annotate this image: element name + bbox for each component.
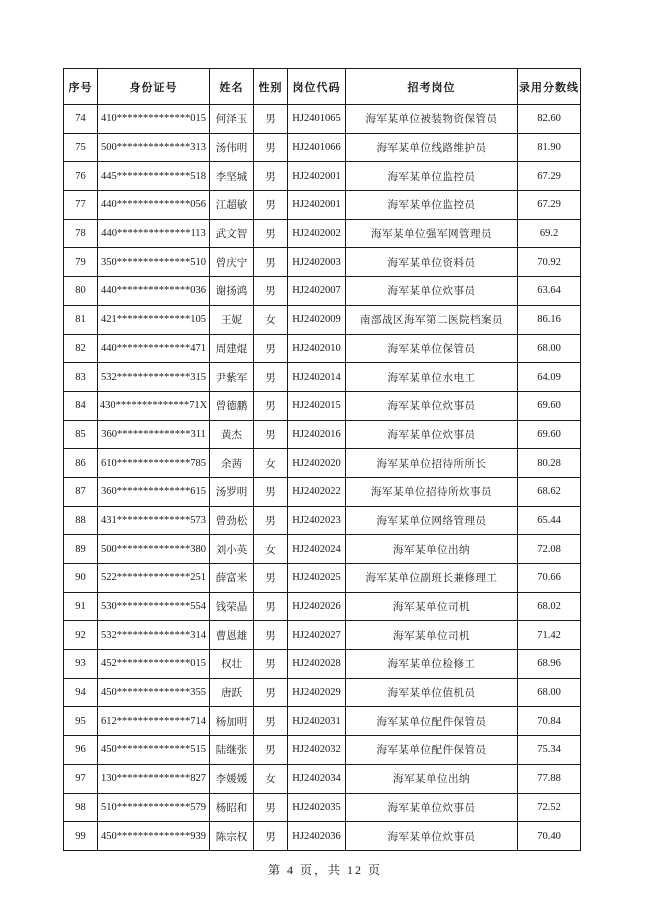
cell-gender: 男 (254, 162, 288, 191)
cell-name: 王妮 (210, 305, 254, 334)
cell-score-line: 80.28 (518, 449, 581, 478)
cell-job-code: HJ2402020 (288, 449, 346, 478)
score-table (63, 68, 581, 851)
col-header-job-title: 招考岗位 (346, 69, 518, 105)
cell-id-number: 612**************714 (98, 707, 210, 736)
cell-id-number: 450**************939 (98, 822, 210, 851)
cell-score-line: 64.09 (518, 363, 581, 392)
cell-job-code: HJ2402027 (288, 621, 346, 650)
cell-score-line: 67.29 (518, 162, 581, 191)
cell-job-code: HJ2402015 (288, 391, 346, 420)
cell-job-title: 南部战区海军第二医院档案员 (346, 305, 518, 334)
cell-name: 薛富米 (210, 564, 254, 593)
cell-index: 95 (64, 707, 98, 736)
cell-job-code: HJ2402024 (288, 535, 346, 564)
cell-id-number: 360**************311 (98, 420, 210, 449)
cell-job-code: HJ2401066 (288, 133, 346, 162)
cell-job-code: HJ2402001 (288, 191, 346, 220)
cell-id-number: 500**************380 (98, 535, 210, 564)
table-row (64, 363, 581, 392)
cell-job-code: HJ2402031 (288, 707, 346, 736)
cell-job-code: HJ2402010 (288, 334, 346, 363)
cell-job-code: HJ2402028 (288, 650, 346, 679)
cell-gender: 女 (254, 449, 288, 478)
cell-index: 90 (64, 564, 98, 593)
cell-id-number: 522**************251 (98, 564, 210, 593)
cell-index: 99 (64, 822, 98, 851)
cell-job-code: HJ2402036 (288, 822, 346, 851)
cell-job-title: 海军某单位司机 (346, 592, 518, 621)
cell-job-code: HJ2402007 (288, 277, 346, 306)
cell-job-title: 海军某单位配件保管员 (346, 707, 518, 736)
cell-gender: 男 (254, 477, 288, 506)
cell-score-line: 72.52 (518, 793, 581, 822)
cell-id-number: 130**************827 (98, 764, 210, 793)
cell-gender: 男 (254, 650, 288, 679)
cell-gender: 男 (254, 822, 288, 851)
cell-name: 谢扬鸿 (210, 277, 254, 306)
cell-score-line: 75.34 (518, 736, 581, 765)
col-header-index: 序号 (64, 69, 98, 105)
cell-job-code: HJ2402009 (288, 305, 346, 334)
cell-job-title: 海军某单位炊事员 (346, 793, 518, 822)
cell-score-line: 69.60 (518, 420, 581, 449)
table-row (64, 133, 581, 162)
cell-job-code: HJ2401065 (288, 105, 346, 134)
cell-id-number: 610**************785 (98, 449, 210, 478)
cell-index: 78 (64, 219, 98, 248)
cell-id-number: 452**************015 (98, 650, 210, 679)
cell-job-title: 海军某单位水电工 (346, 363, 518, 392)
col-header-name: 姓名 (210, 69, 254, 105)
cell-score-line: 68.00 (518, 678, 581, 707)
cell-score-line: 63.64 (518, 277, 581, 306)
col-header-gender: 性别 (254, 69, 288, 105)
cell-job-title: 海军某单位炊事员 (346, 277, 518, 306)
cell-job-title: 海军某单位监控员 (346, 162, 518, 191)
cell-job-title: 海军某单位招待所所长 (346, 449, 518, 478)
table-row (64, 420, 581, 449)
cell-job-code: HJ2402029 (288, 678, 346, 707)
cell-id-number: 450**************355 (98, 678, 210, 707)
cell-job-title: 海军某单位值机员 (346, 678, 518, 707)
cell-job-code: HJ2402016 (288, 420, 346, 449)
cell-score-line: 72.08 (518, 535, 581, 564)
cell-gender: 男 (254, 592, 288, 621)
cell-gender: 男 (254, 248, 288, 277)
cell-gender: 男 (254, 219, 288, 248)
table-row (64, 564, 581, 593)
cell-score-line: 68.62 (518, 477, 581, 506)
cell-index: 94 (64, 678, 98, 707)
cell-index: 85 (64, 420, 98, 449)
cell-name: 曾德鹏 (210, 391, 254, 420)
cell-name: 权壮 (210, 650, 254, 679)
cell-index: 83 (64, 363, 98, 392)
cell-id-number: 440**************471 (98, 334, 210, 363)
cell-name: 尹紫军 (210, 363, 254, 392)
cell-id-number: 440**************036 (98, 277, 210, 306)
cell-id-number: 530**************554 (98, 592, 210, 621)
cell-job-code: HJ2402034 (288, 764, 346, 793)
cell-score-line: 86.16 (518, 305, 581, 334)
cell-index: 89 (64, 535, 98, 564)
cell-index: 87 (64, 477, 98, 506)
cell-gender: 男 (254, 678, 288, 707)
table-row (64, 592, 581, 621)
table-row (64, 219, 581, 248)
table-row (64, 162, 581, 191)
cell-name: 唐跃 (210, 678, 254, 707)
cell-index: 75 (64, 133, 98, 162)
cell-gender: 男 (254, 564, 288, 593)
table-row (64, 535, 581, 564)
cell-index: 92 (64, 621, 98, 650)
cell-gender: 男 (254, 277, 288, 306)
cell-score-line: 69.2 (518, 219, 581, 248)
cell-job-code: HJ2402014 (288, 363, 346, 392)
cell-job-title: 海军某单位强军网管理员 (346, 219, 518, 248)
cell-id-number: 410**************015 (98, 105, 210, 134)
cell-score-line: 68.00 (518, 334, 581, 363)
cell-index: 98 (64, 793, 98, 822)
cell-score-line: 65.44 (518, 506, 581, 535)
cell-gender: 男 (254, 707, 288, 736)
cell-name: 汤罗明 (210, 477, 254, 506)
cell-gender: 男 (254, 736, 288, 765)
cell-name: 陆继张 (210, 736, 254, 765)
cell-name: 钱荣晶 (210, 592, 254, 621)
cell-name: 刘小英 (210, 535, 254, 564)
cell-job-code: HJ2402023 (288, 506, 346, 535)
cell-index: 97 (64, 764, 98, 793)
cell-name: 杨加明 (210, 707, 254, 736)
cell-job-title: 海军某单位炊事员 (346, 420, 518, 449)
cell-id-number: 440**************113 (98, 219, 210, 248)
cell-job-title: 海军某单位出纳 (346, 535, 518, 564)
cell-score-line: 81.90 (518, 133, 581, 162)
cell-name: 黄杰 (210, 420, 254, 449)
cell-job-code: HJ2402003 (288, 248, 346, 277)
table-row (64, 191, 581, 220)
cell-job-title: 海军某单位招待所炊事员 (346, 477, 518, 506)
cell-gender: 女 (254, 305, 288, 334)
cell-gender: 男 (254, 420, 288, 449)
cell-id-number: 360**************615 (98, 477, 210, 506)
cell-job-title: 海军某单位出纳 (346, 764, 518, 793)
table-row (64, 277, 581, 306)
cell-job-title: 海军某单位保管员 (346, 334, 518, 363)
table-row (64, 621, 581, 650)
cell-gender: 男 (254, 105, 288, 134)
table-row (64, 707, 581, 736)
table-row (64, 736, 581, 765)
cell-gender: 女 (254, 764, 288, 793)
cell-gender: 男 (254, 334, 288, 363)
cell-gender: 男 (254, 133, 288, 162)
cell-job-title: 海军某单位网络管理员 (346, 506, 518, 535)
cell-job-code: HJ2402001 (288, 162, 346, 191)
cell-job-title: 海军某单位炊事员 (346, 822, 518, 851)
cell-job-title: 海军某单位配件保管员 (346, 736, 518, 765)
cell-index: 86 (64, 449, 98, 478)
cell-name: 李坚城 (210, 162, 254, 191)
cell-job-code: HJ2402002 (288, 219, 346, 248)
cell-score-line: 82.60 (518, 105, 581, 134)
cell-gender: 女 (254, 535, 288, 564)
table-row (64, 822, 581, 851)
cell-score-line: 71.42 (518, 621, 581, 650)
table-row (64, 678, 581, 707)
page-footer: 第 4 页，共 12 页 (267, 863, 382, 877)
cell-id-number: 445**************518 (98, 162, 210, 191)
cell-index: 79 (64, 248, 98, 277)
cell-score-line: 69.60 (518, 391, 581, 420)
cell-id-number: 430**************71X (98, 391, 210, 420)
table-row (64, 334, 581, 363)
cell-index: 84 (64, 391, 98, 420)
cell-job-title: 海军某单位线路维护员 (346, 133, 518, 162)
cell-name: 周建焜 (210, 334, 254, 363)
cell-score-line: 68.96 (518, 650, 581, 679)
cell-job-title: 海军某单位监控员 (346, 191, 518, 220)
cell-gender: 男 (254, 191, 288, 220)
cell-job-title: 海军某单位资料员 (346, 248, 518, 277)
table-row (64, 764, 581, 793)
col-header-id-number: 身份证号 (98, 69, 210, 105)
cell-score-line: 67.29 (518, 191, 581, 220)
cell-name: 曾庆宁 (210, 248, 254, 277)
cell-score-line: 77.88 (518, 764, 581, 793)
cell-job-code: HJ2402026 (288, 592, 346, 621)
cell-name: 江超敏 (210, 191, 254, 220)
cell-gender: 男 (254, 621, 288, 650)
cell-score-line: 70.92 (518, 248, 581, 277)
cell-name: 曹恩雄 (210, 621, 254, 650)
cell-id-number: 431**************573 (98, 506, 210, 535)
cell-id-number: 532**************314 (98, 621, 210, 650)
cell-id-number: 450**************515 (98, 736, 210, 765)
cell-name: 余茜 (210, 449, 254, 478)
cell-id-number: 500**************313 (98, 133, 210, 162)
cell-name: 李媛媛 (210, 764, 254, 793)
cell-gender: 男 (254, 506, 288, 535)
cell-score-line: 68.02 (518, 592, 581, 621)
cell-job-title: 海军某单位被装物资保管员 (346, 105, 518, 134)
cell-index: 74 (64, 105, 98, 134)
col-header-score-line: 录用分数线 (518, 69, 581, 105)
table-row (64, 248, 581, 277)
cell-job-title: 海军某单位检修工 (346, 650, 518, 679)
cell-id-number: 421**************105 (98, 305, 210, 334)
cell-job-title: 海军某单位副班长兼修理工 (346, 564, 518, 593)
cell-index: 88 (64, 506, 98, 535)
cell-id-number: 440**************056 (98, 191, 210, 220)
cell-index: 77 (64, 191, 98, 220)
cell-gender: 男 (254, 793, 288, 822)
table-row (64, 105, 581, 134)
table-row (64, 477, 581, 506)
cell-score-line: 70.66 (518, 564, 581, 593)
cell-index: 82 (64, 334, 98, 363)
col-header-job-code: 岗位代码 (288, 69, 346, 105)
cell-index: 76 (64, 162, 98, 191)
table-body (64, 105, 581, 851)
table-row (64, 793, 581, 822)
cell-score-line: 70.84 (518, 707, 581, 736)
cell-gender: 男 (254, 391, 288, 420)
table-row (64, 305, 581, 334)
cell-job-title: 海军某单位炊事员 (346, 391, 518, 420)
cell-job-code: HJ2402022 (288, 477, 346, 506)
cell-name: 杨昭和 (210, 793, 254, 822)
cell-index: 93 (64, 650, 98, 679)
header-row (64, 69, 581, 105)
cell-id-number: 532**************315 (98, 363, 210, 392)
cell-job-code: HJ2402035 (288, 793, 346, 822)
cell-index: 96 (64, 736, 98, 765)
cell-name: 何泽玉 (210, 105, 254, 134)
cell-index: 81 (64, 305, 98, 334)
cell-name: 武文智 (210, 219, 254, 248)
table-row (64, 650, 581, 679)
table-row (64, 391, 581, 420)
cell-job-title: 海军某单位司机 (346, 621, 518, 650)
cell-score-line: 70.40 (518, 822, 581, 851)
cell-id-number: 510**************579 (98, 793, 210, 822)
cell-name: 汤伟明 (210, 133, 254, 162)
cell-index: 80 (64, 277, 98, 306)
cell-job-code: HJ2402032 (288, 736, 346, 765)
table-row (64, 506, 581, 535)
table-row (64, 449, 581, 478)
cell-name: 曾劲松 (210, 506, 254, 535)
cell-job-code: HJ2402025 (288, 564, 346, 593)
cell-index: 91 (64, 592, 98, 621)
cell-name: 陈宗权 (210, 822, 254, 851)
cell-gender: 男 (254, 363, 288, 392)
cell-id-number: 350**************510 (98, 248, 210, 277)
